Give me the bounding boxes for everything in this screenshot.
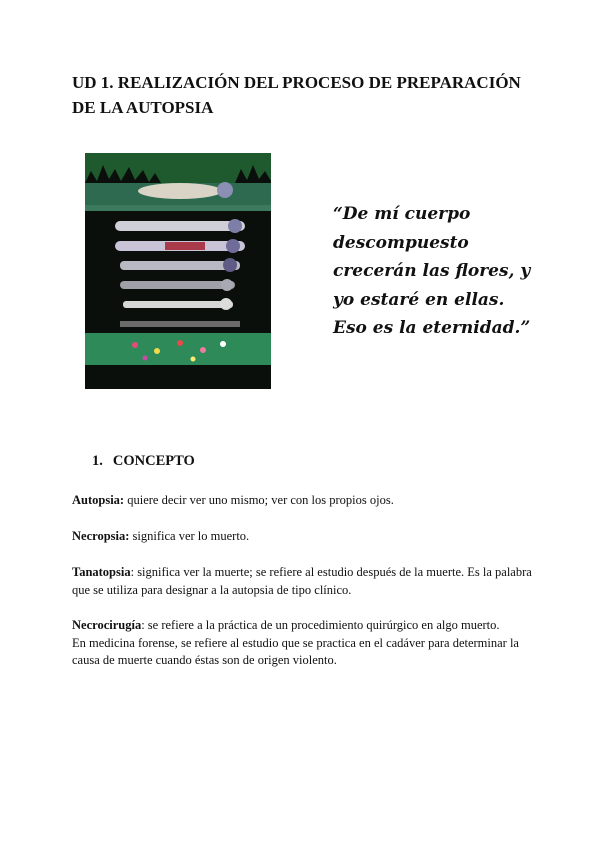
section-heading	[92, 453, 195, 470]
definition-extra: En medicina forense, se refiere al estudio que se practica en el cadáver para determinar la causa de muerte cuando éstas son de origen violento.	[72, 635, 519, 667]
definition-text: significa ver lo muerto.	[129, 529, 250, 543]
decomposition-illustration	[85, 153, 271, 389]
definition-text: quiere decir ver uno mismo; ver con los propios ojos.	[124, 493, 394, 507]
term: Tanatopsia	[72, 565, 131, 579]
epigraph-quote: “De mí cuerpo descompuesto crecerán las flores, y yo estaré en ellas. Eso es la eternidad.”	[333, 204, 531, 338]
section-title: CONCEPTO	[112, 453, 195, 469]
definition-necrocirugia	[72, 617, 532, 670]
term: Necrocirugía	[72, 618, 142, 632]
definition-text: : se refiere a la práctica de un procedimiento quirúrgico en algo muerto.	[141, 618, 500, 632]
definition-text: : significa ver la muerte; se refiere al estudio después de la muerte. Es la palabra que se utiliza para designar a la autopsia de tipo clínico.	[72, 565, 532, 597]
definition-necropsia	[72, 528, 532, 546]
term: Necropsia:	[72, 529, 130, 543]
term: Autopsia:	[72, 493, 125, 507]
definition-autopsia	[72, 492, 532, 510]
section-number: 1.	[92, 453, 103, 469]
page-title: UD 1. REALIZACIÓN DEL PROCESO DE PREPARACIÓN DE LA AUTOPSIA	[72, 73, 521, 117]
definition-tanatopsia	[72, 564, 532, 599]
